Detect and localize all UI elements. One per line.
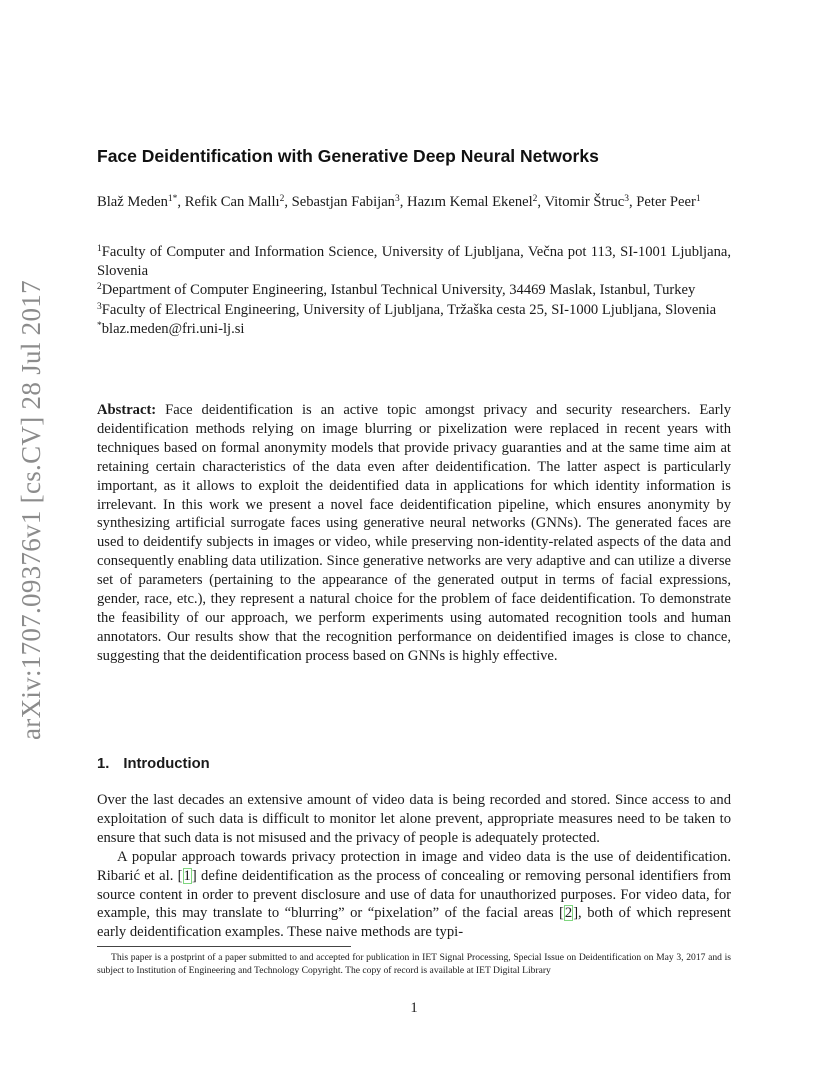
section-title: Introduction bbox=[123, 756, 210, 772]
arxiv-stamp: arXiv:1707.09376v1 [cs.CV] 28 Jul 2017 bbox=[16, 280, 46, 740]
affiliation bbox=[97, 281, 731, 300]
author-sup: 1 bbox=[695, 194, 701, 204]
author-name: Vitomir Štruc bbox=[544, 194, 625, 210]
affiliation-text: Faculty of Computer and Information Science, University of Ljubljana, Večna pot 113, SI-1001 Ljubljana, Slovenia bbox=[97, 244, 731, 280]
footnote-text: This paper is a postprint of a paper submitted to and accepted for publication in IET Signal Processing, Special Issue on Deidentification on May 3, 2017 and is subject to Institution of Engineering and Technology Copyright. The copy of record is available at IET Digital Library bbox=[97, 952, 731, 976]
affiliation-sup: 3 bbox=[97, 301, 102, 312]
abstract bbox=[97, 401, 731, 666]
affiliation-sup: * bbox=[97, 320, 102, 331]
affiliation-text: Department of Computer Engineering, Istanbul Technical University, 34469 Maslak, Istanbul, Turkey bbox=[101, 282, 696, 299]
citation-link[interactable]: 1 bbox=[183, 867, 191, 884]
affiliation-sup: 2 bbox=[97, 282, 102, 293]
paragraph-text: ], both of which represent early deidentification examples. These naive methods are typi- bbox=[97, 905, 731, 941]
author-sup: 3 bbox=[624, 194, 629, 204]
paragraph bbox=[97, 848, 731, 943]
footnote bbox=[97, 951, 731, 977]
introduction-body bbox=[97, 791, 731, 942]
author-name: Peter Peer bbox=[636, 194, 696, 210]
author-name: Sebastjan Fabijan bbox=[291, 194, 395, 210]
corresponding-email bbox=[97, 320, 731, 339]
paragraph-text: A popular approach towards privacy protection in image and video data is the use of deidentification. Ribarić et al. [ bbox=[97, 848, 731, 884]
author-name: Hazım Kemal Ekenel bbox=[407, 194, 533, 210]
author-sup: 2 bbox=[279, 194, 285, 204]
section-heading bbox=[97, 756, 210, 772]
paper-title: Face Deidentification with Generative Deep Neural Networks bbox=[97, 146, 599, 166]
author-sup: 2 bbox=[532, 194, 538, 204]
paragraph-text: ] define deidentification as the process of concealing or removing personal identifiers from source content in order to prevent disclosure and use of data for unauthorized purposes. For video data, for example, this may translate to “blurring” or “pixelation” of the facial areas [ bbox=[97, 867, 731, 922]
author-sup: 3 bbox=[394, 194, 400, 204]
abstract-label: Abstract: bbox=[97, 402, 157, 418]
section-number: 1. bbox=[97, 756, 110, 772]
author-name: Refik Can Mallı bbox=[184, 194, 280, 210]
affiliation bbox=[97, 301, 731, 320]
author-name: Blaž Meden bbox=[97, 194, 168, 210]
affiliation bbox=[97, 243, 731, 281]
abstract-text: Face deidentification is an active topic amongst privacy and security researchers. Early deidentification methods relying on image blurring or pixelization were replaced in recent years with techniques based on formal anonymity models that provide privacy guaranties and at the same time aim at retaining certain characteristics of the data even after deidentification. The latter aspect is particularly important, as it allows to exploit the deidentified data in applications for which identity information is irrelevant. In this work we present a novel face deidentification pipeline, which ensures anonymity by synthesizing artificial surrogate faces using generative neural networks (GNNs). The generated faces are used to deidentify subjects in images or video, while preserving non-identity-related aspects of the data and consequently enabling data utilization. Since generative networks are very adaptive and can utilize a diverse set of parameters (pertaining to the appearance of the generated output in terms of facial expressions, gender, race, etc.), they represent a natural choice for the problem of face deidentification. To demonstrate the feasibility of our approach, we perform experiments using automated recognition tools and human annotators. Our results show that the recognition performance on deidentified images is close to chance, suggesting that the deidentification process based on GNNs is highly effective. bbox=[97, 402, 731, 664]
author-sup: 1* bbox=[167, 194, 178, 204]
citation-link[interactable]: 2 bbox=[564, 905, 573, 922]
footnote-divider bbox=[97, 946, 351, 947]
paragraph: Over the last decades an extensive amount of video data is being recorded and stored. Since access to and exploitation of such data is difficult to monitor let alone prevent, appropriate measures need to be taken to ensure that such data is not misused and the privacy of people is adequately protected. bbox=[97, 792, 731, 846]
affiliation-sup: 1 bbox=[97, 244, 102, 254]
email-text: blaz.meden@fri.uni-lj.si bbox=[101, 320, 245, 337]
affiliation-text: Faculty of Electrical Engineering, University of Ljubljana, Tržaška cesta 25, SI-1000 Ljubljana, Slovenia bbox=[101, 301, 717, 318]
author-list: Blaž Meden$^{1*}$, Refik Can Mallı$^2$, Sebastjan Fabijan$^3$, Hazım Kemal Ekenel$^2$, Vitomir Štruc$^3$, Peter Peer$^1$ bbox=[97, 194, 701, 210]
affiliation-list bbox=[97, 243, 731, 339]
page-number: 1 bbox=[410, 1000, 418, 1016]
